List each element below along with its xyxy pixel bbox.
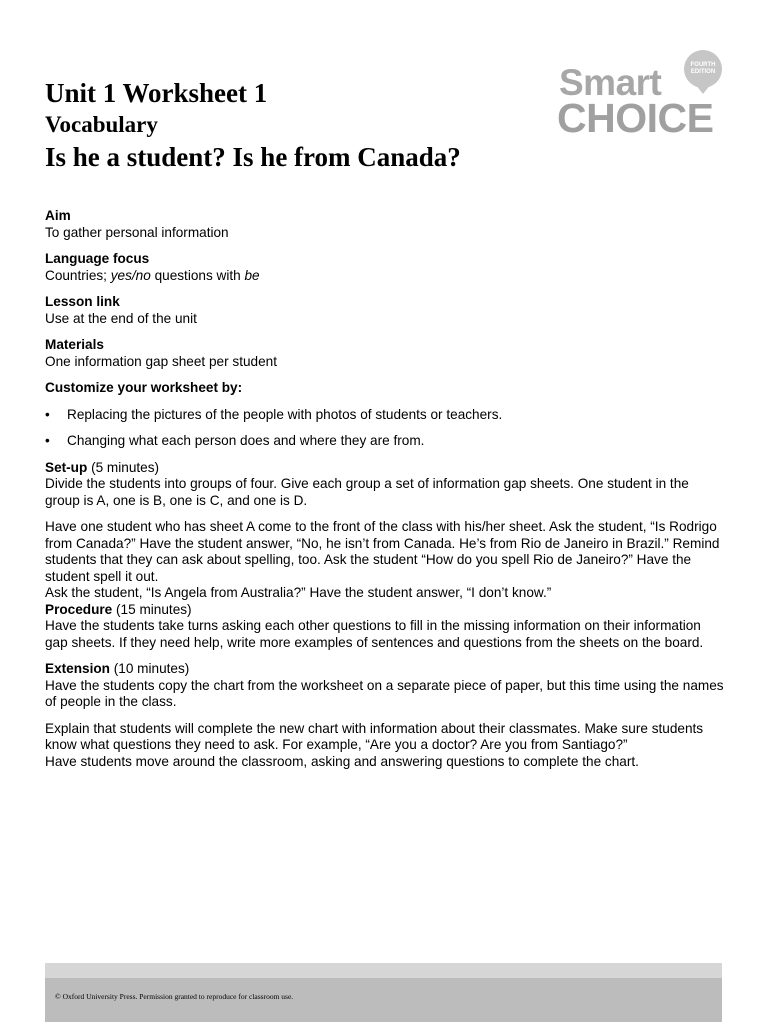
language-focus-be: be xyxy=(244,267,260,283)
copyright-notice: © Oxford University Press. Permission granted to reproduce for classroom use. xyxy=(55,992,294,1001)
customize-section xyxy=(45,380,725,397)
procedure-paragraph: Have the students take turns asking each other questions to fill in the missing information on their information gap sheets. If they need help, write more examples of sentences and questions from the sheets on the board. xyxy=(45,618,704,650)
edition-badge xyxy=(684,50,722,88)
extension-heading xyxy=(45,661,725,678)
extension-label: Extension xyxy=(45,661,110,676)
customize-bullet-item xyxy=(45,433,725,450)
smart-choice-logo xyxy=(556,44,726,141)
language-focus-text xyxy=(45,268,725,285)
extension-paragraph: Have the students copy the chart from the worksheet on a separate piece of paper, but this time using the names of people in the class. xyxy=(45,677,724,709)
setup-heading xyxy=(45,460,725,477)
setup-duration: (5 minutes) xyxy=(87,459,160,475)
aim-section xyxy=(45,208,725,241)
bullet-marker: • xyxy=(45,433,50,448)
procedure-section xyxy=(45,602,725,652)
worksheet-body xyxy=(45,208,725,770)
customize-bullet-text: Replacing the pictures of the people with photos of students or teachers. xyxy=(67,406,503,422)
materials-section xyxy=(45,337,725,370)
procedure-heading xyxy=(45,602,725,619)
extension-section xyxy=(45,661,725,711)
materials-text: One information gap sheet per student xyxy=(45,353,277,369)
lesson-link-text: Use at the end of the unit xyxy=(45,310,197,326)
customize-bullet-item xyxy=(45,407,725,424)
setup-label: Set-up xyxy=(45,459,88,475)
lesson-link-section xyxy=(45,294,725,327)
materials-label: Materials xyxy=(45,337,104,352)
worksheet-title: Unit 1 Worksheet 1 xyxy=(45,78,268,108)
language-focus-text-1: Countries; xyxy=(45,267,111,283)
footer xyxy=(45,978,722,1022)
extension-duration: (10 minutes) xyxy=(109,661,190,676)
worksheet-heading: Is he a student? Is he from Canada? xyxy=(45,142,461,172)
footer-band xyxy=(45,963,722,978)
language-focus-label: Language focus xyxy=(45,251,150,266)
badge-line-2: EDITION xyxy=(690,69,716,75)
badge-line-1: FOURTH xyxy=(690,62,716,68)
procedure-label: Procedure xyxy=(45,601,113,617)
lesson-link-label: Lesson link xyxy=(45,294,120,309)
logo-choice-text: CHOICE xyxy=(557,95,714,141)
title-block xyxy=(45,76,461,174)
setup-paragraph: Have one student who has sheet A come to the front of the class with his/her sheet. Ask the student, “Is Rodrigo from Canada?” Have the student answer, “No, he isn’t from Canada. He’s from Rio de Janeiro in Brazil.” Remind students that they can ask about spelling, too. Ask the student “How do you spell Rio de Janeiro?” Have the student spell it out. xyxy=(45,519,720,584)
procedure-duration: (15 minutes) xyxy=(112,601,192,617)
worksheet-subtitle: Vocabulary xyxy=(45,112,158,137)
language-focus-yes-no: yes/no xyxy=(110,267,151,283)
language-focus-text-3: questions with xyxy=(150,267,245,283)
extension-paragraph: Have students move around the classroom, asking and answering questions to complete the chart. xyxy=(45,753,639,769)
customize-bullet-text: Changing what each person does and where they are from. xyxy=(67,433,425,448)
logo-smart-text: Smart xyxy=(559,62,662,103)
aim-text: To gather personal information xyxy=(45,224,229,240)
language-focus-section xyxy=(45,251,725,284)
extension-paragraph: Explain that students will complete the new chart with information about their classmates. Make sure students know what questions they need to ask. For example, “Are you a doctor? Are you from Santiago?” xyxy=(45,720,704,752)
customize-label: Customize your worksheet by: xyxy=(45,380,243,395)
aim-label: Aim xyxy=(45,208,71,223)
setup-paragraph: Divide the students into groups of four. Give each group a set of information gap sheets. One student in the group is A, one is B, one is C, and one is D. xyxy=(45,476,689,508)
bullet-marker: • xyxy=(45,406,50,422)
setup-paragraph: Ask the student, “Is Angela from Australia?” Have the student answer, “I don’t know.” xyxy=(45,585,552,600)
setup-section xyxy=(45,460,725,510)
